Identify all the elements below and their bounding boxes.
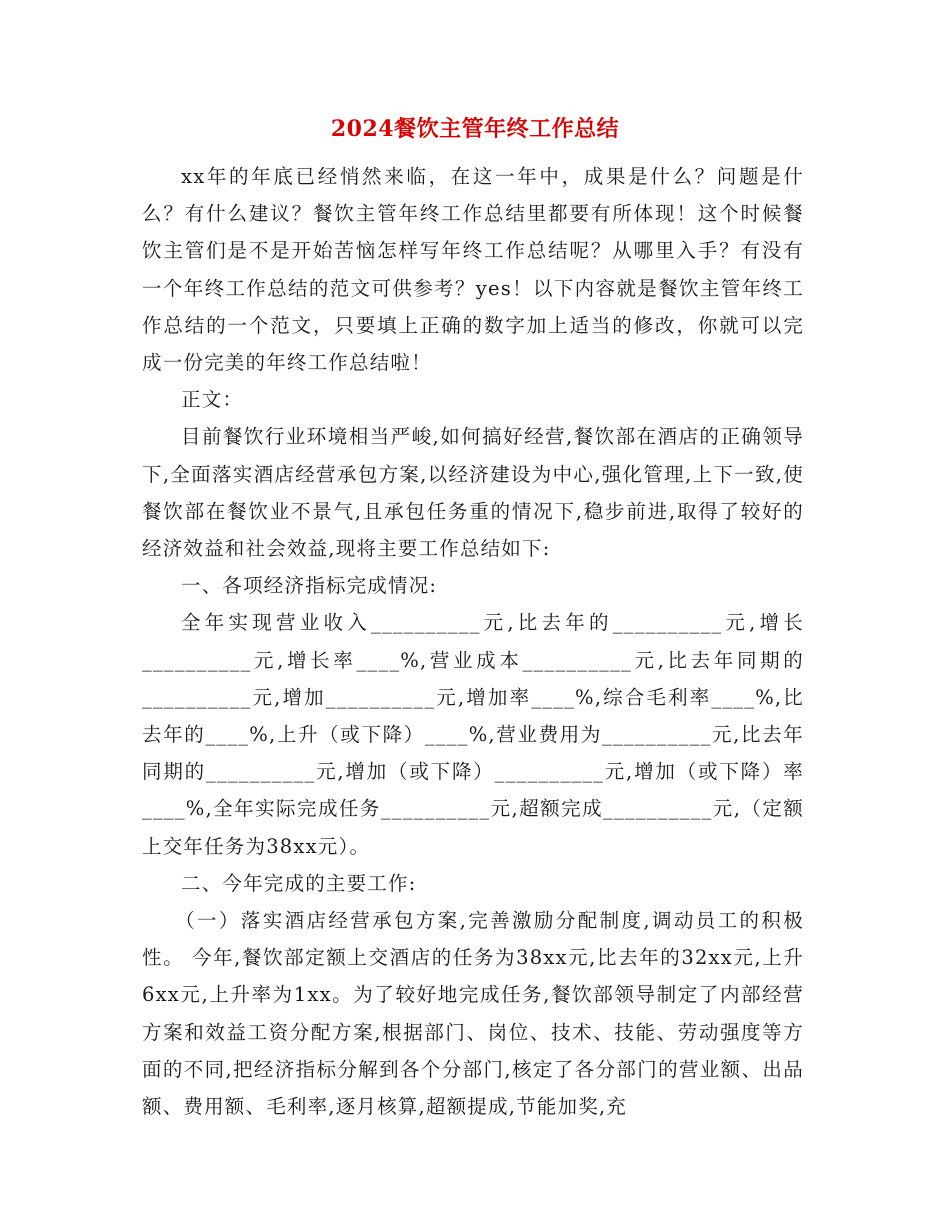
document-body	[142, 158, 804, 1125]
main-text-label: 正文：	[181, 388, 244, 412]
intro-paragraph: xx年的年底已经悄然来临，在这一年中，成果是什么？问题是什么？有什么建议？餐饮主管年终工作总结里都要有所体现！这个时候餐饮主管们是不是开始苦恼怎样写年终工作总结呢？从哪里入手？有没有一个年终工作总结的范文可供参考？yes！以下内容就是餐饮主管年终工作总结的一个范文，只要填上正确的数字加上适当的修改，你就可以完成一份完美的年终工作总结啦！	[142, 165, 804, 375]
work-item-1-paragraph: （一）落实酒店经营承包方案,完善激励分配制度,调动员工的积极性。 今年,餐饮部定额上交酒店的任务为38xx元,比去年的32xx元,上升6xx元,上升率为1xx。为了较好地完成任务,餐饮部领导制定了内部经营方案和效益工资分配方案,根据部门、岗位、技术、技能、劳动强度等方面的不同,把经济指标分解到各个分部门,核定了各分部门的营业额、出品额、费用额、毛利率,逐月核算,超额提成,节能加奖,充	[142, 909, 804, 1119]
opening-paragraph: 目前餐饮行业环境相当严峻,如何搞好经营,餐饮部在酒店的正确领导下,全面落实酒店经营承包方案,以经济建设为中心,强化管理,上下一致,使餐饮部在餐饮业不景气,且承包任务重的情况下,稳步前进,取得了较好的经济效益和社会效益,现将主要工作总结如下:	[142, 425, 804, 561]
indicators-paragraph: 全年实现营业收入__________元,比去年的__________元,增长__________元,增长率____%,营业成本__________元,比去年同期的__________元,增加__________元,增加率____%,综合毛利率____%,比去年的____%,上升（或下降）____%,营业费用为__________元,比去年同期的__________元,增加（或下降）__________元,增加（或下降）率____%,全年实际完成任务__________元,超额完成__________元,（定额上交年任务为38xx元）。	[142, 611, 804, 858]
section-heading-1: 一、各项经济指标完成情况:	[181, 574, 438, 598]
section-heading-2: 二、今年完成的主要工作:	[181, 871, 417, 895]
document-title: 2024餐饮主管年终工作总结	[330, 116, 620, 142]
